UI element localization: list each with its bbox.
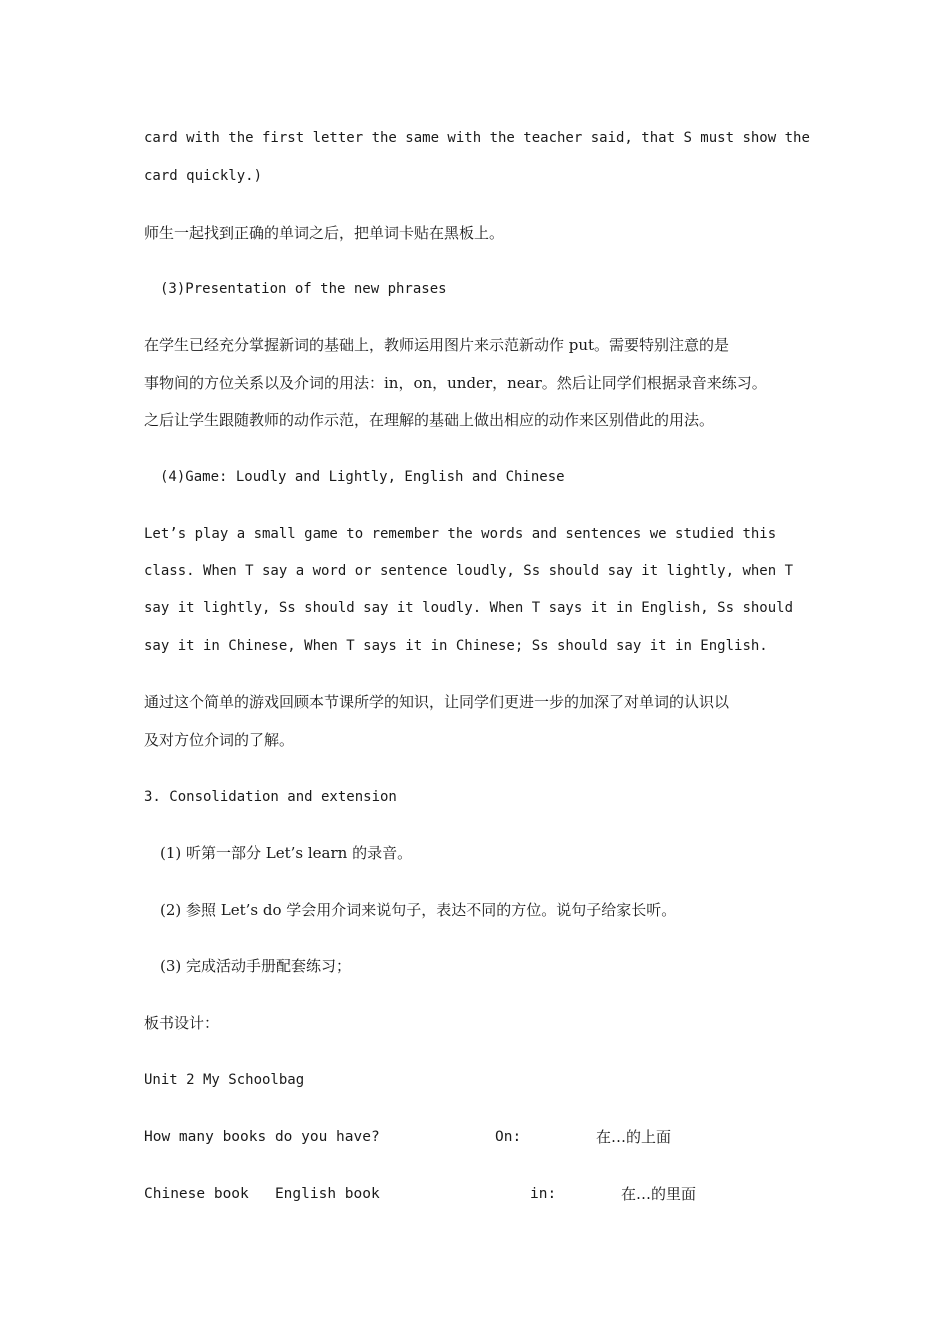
list-item: (1) 听第一部分 Let’s learn 的录音。	[160, 844, 413, 862]
paragraph-line: card with the first letter the same with the teacher said, that S must show the	[144, 130, 810, 146]
board-preposition-meaning: 在…的里面	[621, 1185, 697, 1203]
board-preposition-meaning: 在…的上面	[596, 1128, 672, 1146]
paragraph-line: 在学生已经充分掌握新词的基础上，教师运用图片来示范新动作 put。需要特别注意的是	[144, 336, 730, 354]
section-heading: 3. Consolidation and extension	[144, 789, 397, 805]
list-item: (2) 参照 Let’s do 学会用介词来说句子，表达不同的方位。说句子给家长听。	[160, 901, 677, 919]
board-preposition: in:	[530, 1186, 557, 1202]
paragraph-line: card quickly.)	[144, 168, 263, 184]
paragraph-line: 通过这个简单的游戏回顾本节课所学的知识，让同学们更进一步的加深了对单词的认识以	[144, 693, 730, 711]
section-heading: (3)Presentation of the new phrases	[160, 281, 447, 297]
paragraph-line: 之后让学生跟随教师的动作示范，在理解的基础上做出相应的动作来区别借此的用法。	[144, 411, 715, 429]
board-preposition: On:	[495, 1129, 522, 1145]
paragraph-line: Let’s play a small game to remember the words and sentences we studied this	[144, 526, 777, 542]
board-question: How many books do you have?	[144, 1129, 380, 1145]
paragraph-line: 及对方位介词的了解。	[144, 731, 295, 749]
paragraph-line: say it in Chinese, When T says it in Chinese; Ss should say it in English.	[144, 638, 768, 654]
paragraph-line: 师生一起找到正确的单词之后，把单词卡贴在黑板上。	[144, 224, 505, 242]
paragraph-line: say it lightly, Ss should say it loudly. When T says it in English, Ss should	[144, 600, 794, 616]
paragraph-line: class. When T say a word or sentence loudly, Ss should say it lightly, when T	[144, 563, 794, 579]
list-item: (3) 完成活动手册配套练习；	[160, 957, 352, 975]
board-vocabulary: Chinese book English book	[144, 1186, 380, 1202]
board-design-heading: 板书设计：	[144, 1014, 220, 1032]
section-heading: (4)Game: Loudly and Lightly, English and Chinese	[160, 469, 565, 485]
board-unit-title: Unit 2 My Schoolbag	[144, 1072, 305, 1088]
paragraph-line: 事物间的方位关系以及介词的用法：in，on，under，near。然后让同学们根据录音来练习。	[144, 374, 767, 392]
